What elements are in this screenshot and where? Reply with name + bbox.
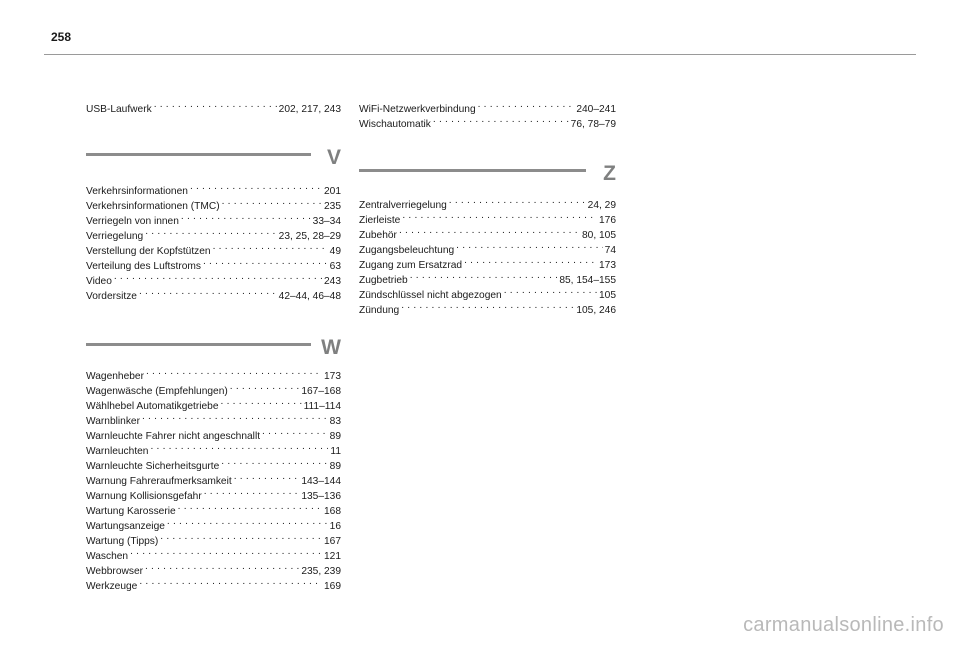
index-pages: 173 bbox=[324, 371, 341, 382]
dot-leader bbox=[130, 544, 322, 559]
index-pages: 169 bbox=[324, 581, 341, 592]
index-term: Vordersitze bbox=[86, 291, 137, 302]
index-pages: 235, 239 bbox=[301, 566, 341, 577]
index-term: Verstellung der Kopfstützen bbox=[86, 246, 211, 257]
index-entry bbox=[359, 193, 616, 211]
index-term: Verriegelung bbox=[86, 231, 144, 242]
dot-leader bbox=[142, 409, 328, 424]
index-term: Wartungsanzeige bbox=[86, 521, 165, 532]
index-entry bbox=[86, 269, 341, 287]
index-pages: 105, 246 bbox=[576, 305, 616, 316]
index-term: Warnleuchte Fahrer nicht angeschnallt bbox=[86, 431, 261, 442]
index-pages: 85, 154–155 bbox=[559, 275, 616, 286]
index-term: Warnblinker bbox=[86, 416, 140, 427]
index-pages: 121 bbox=[324, 551, 341, 562]
dot-leader bbox=[139, 284, 277, 299]
section-rule bbox=[359, 169, 586, 172]
dot-leader bbox=[262, 424, 328, 439]
index-term: Zündschlüssel nicht abgezogen bbox=[359, 290, 502, 301]
index-pages: 176 bbox=[599, 215, 616, 226]
index-pages: 42–44, 46–48 bbox=[278, 291, 341, 302]
dot-leader bbox=[181, 209, 311, 224]
index-term: Wagenwäsche (Empfehlungen) bbox=[86, 386, 228, 397]
dot-leader bbox=[456, 238, 602, 253]
section-letter: W bbox=[321, 336, 341, 359]
index-list-v bbox=[86, 179, 341, 302]
section-header-z bbox=[359, 162, 616, 188]
index-term: Waschen bbox=[86, 551, 129, 562]
dot-leader bbox=[449, 193, 586, 208]
dot-leader bbox=[145, 224, 276, 239]
index-entry bbox=[359, 97, 616, 115]
dot-leader bbox=[145, 559, 299, 574]
dot-leader bbox=[203, 254, 328, 269]
index-pages: 143–144 bbox=[301, 476, 341, 487]
index-pages: 76, 78–79 bbox=[570, 119, 616, 130]
section-rule bbox=[86, 153, 311, 156]
index-term: Werkzeuge bbox=[86, 581, 138, 592]
index-pages: 80, 105 bbox=[582, 230, 616, 241]
index-term: Wagenheber bbox=[86, 371, 144, 382]
index-pages: 63 bbox=[329, 261, 341, 272]
index-pages: 167 bbox=[324, 536, 341, 547]
index-list-u bbox=[86, 97, 341, 115]
index-term: Warnung Fahreraufmerksamkeit bbox=[86, 476, 232, 487]
index-pages: 135–136 bbox=[301, 491, 341, 502]
index-pages: 89 bbox=[329, 461, 341, 472]
dot-leader bbox=[204, 484, 300, 499]
index-term: USB-Laufwerk bbox=[86, 104, 152, 115]
index-term: Verriegeln von innen bbox=[86, 216, 179, 227]
index-term: Warnleuchte Sicherheitsgurte bbox=[86, 461, 220, 472]
dot-leader bbox=[433, 112, 569, 127]
index-term: Zentralverriegelung bbox=[359, 200, 447, 211]
index-pages: 33–34 bbox=[312, 216, 341, 227]
section-header-w bbox=[86, 336, 341, 362]
index-term: Wartung (Tipps) bbox=[86, 536, 159, 547]
dot-leader bbox=[402, 208, 597, 223]
index-list-w-continued bbox=[359, 97, 616, 130]
dot-leader bbox=[410, 268, 558, 283]
index-pages: 89 bbox=[329, 431, 341, 442]
index-pages: 167–168 bbox=[301, 386, 341, 397]
index-pages: 74 bbox=[604, 245, 616, 256]
dot-leader bbox=[230, 379, 300, 394]
index-term: Warnung Kollisionsgefahr bbox=[86, 491, 202, 502]
dot-leader bbox=[234, 469, 300, 484]
index-entry bbox=[86, 97, 341, 115]
index-entry bbox=[86, 284, 341, 302]
index-pages: 16 bbox=[329, 521, 341, 532]
index-pages: 49 bbox=[329, 246, 341, 257]
index-term: Verkehrsinformationen bbox=[86, 186, 188, 197]
index-pages: 240–241 bbox=[576, 104, 616, 115]
index-pages: 235 bbox=[324, 201, 341, 212]
dot-leader bbox=[399, 223, 580, 238]
index-pages: 23, 25, 28–29 bbox=[278, 231, 341, 242]
index-list-z bbox=[359, 193, 616, 316]
dot-leader bbox=[401, 298, 574, 313]
dot-leader bbox=[167, 514, 328, 529]
index-term: Zierleiste bbox=[359, 215, 401, 226]
dot-leader bbox=[178, 499, 322, 514]
dot-leader bbox=[154, 97, 277, 112]
dot-leader bbox=[221, 394, 302, 409]
index-term: Webbrowser bbox=[86, 566, 143, 577]
index-pages: 83 bbox=[329, 416, 341, 427]
index-term: Verkehrsinformationen (TMC) bbox=[86, 201, 220, 212]
index-term: Wählhebel Automatikgetriebe bbox=[86, 401, 219, 412]
section-rule bbox=[86, 343, 311, 346]
index-term: Video bbox=[86, 276, 112, 287]
section-letter: V bbox=[326, 146, 341, 169]
index-pages: 201 bbox=[324, 186, 341, 197]
index-pages: 111–114 bbox=[303, 401, 341, 412]
index-term: Zugangsbeleuchtung bbox=[359, 245, 455, 256]
index-pages: 243 bbox=[324, 276, 341, 287]
index-term: Zündung bbox=[359, 305, 400, 316]
index-term: Zugbetrieb bbox=[359, 275, 408, 286]
index-term: WiFi-Netzwerkverbindung bbox=[359, 104, 476, 115]
dot-leader bbox=[464, 253, 597, 268]
dot-leader bbox=[213, 239, 328, 254]
index-pages: 24, 29 bbox=[587, 200, 616, 211]
dot-leader bbox=[504, 283, 597, 298]
index-term: Zugang zum Ersatzrad bbox=[359, 260, 463, 271]
dot-leader bbox=[160, 529, 322, 544]
dot-leader bbox=[478, 97, 575, 112]
index-pages: 11 bbox=[330, 446, 341, 457]
index-term: Wischautomatik bbox=[359, 119, 431, 130]
index-term: Verteilung des Luftstroms bbox=[86, 261, 201, 272]
index-list-w bbox=[86, 364, 341, 592]
index-pages: 202, 217, 243 bbox=[278, 104, 341, 115]
index-term: Wartung Karosserie bbox=[86, 506, 176, 517]
index-pages: 168 bbox=[324, 506, 341, 517]
page-number: 258 bbox=[51, 30, 72, 44]
index-entry bbox=[86, 364, 341, 382]
dot-leader bbox=[190, 179, 322, 194]
dot-leader bbox=[146, 364, 322, 379]
index-pages: 173 bbox=[599, 260, 616, 271]
dot-leader bbox=[221, 454, 327, 469]
index-term: Zubehör bbox=[359, 230, 397, 241]
index-entry bbox=[86, 179, 341, 197]
dot-leader bbox=[139, 574, 322, 589]
dot-leader bbox=[222, 194, 322, 209]
header-divider bbox=[44, 54, 916, 55]
section-header-v bbox=[86, 146, 341, 172]
index-term: Warnleuchten bbox=[86, 446, 149, 457]
dot-leader bbox=[114, 269, 322, 284]
dot-leader bbox=[150, 439, 328, 454]
section-letter: Z bbox=[603, 162, 616, 185]
index-pages: 105 bbox=[599, 290, 616, 301]
watermark: carmanualsonline.info bbox=[743, 614, 944, 636]
